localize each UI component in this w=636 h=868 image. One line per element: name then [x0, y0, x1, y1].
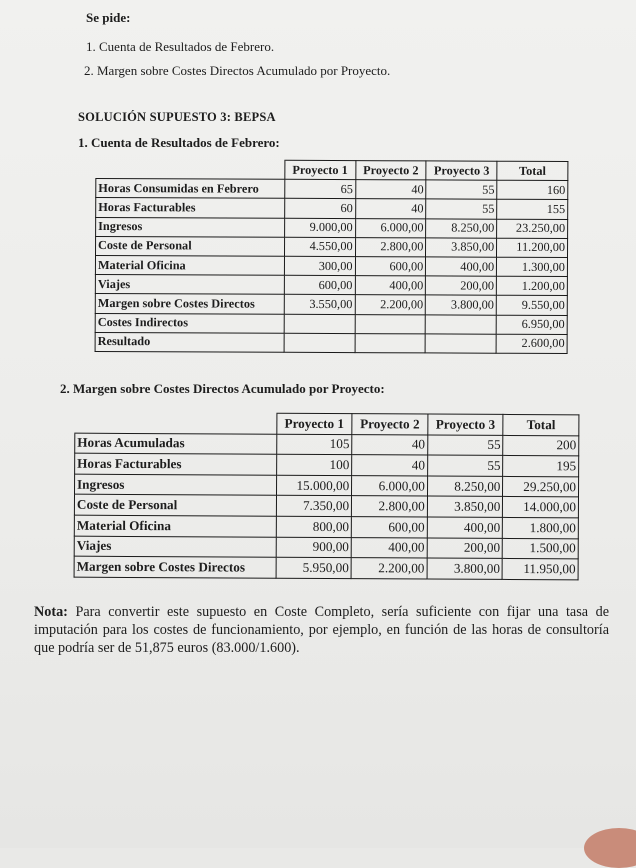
value-cell: 2.800,00: [352, 496, 428, 517]
table-row: [96, 179, 568, 200]
column-header: Proyecto 3: [428, 414, 504, 435]
value-cell: 55: [426, 199, 497, 218]
row-label: Margen sobre Costes Directos: [95, 294, 284, 314]
value-cell: 23.250,00: [497, 219, 568, 238]
cumulative-margin-table: [74, 412, 580, 580]
value-cell: 11.950,00: [502, 559, 578, 580]
value-cell: [355, 333, 426, 352]
value-cell: 3.800,00: [426, 295, 497, 314]
value-cell: 40: [355, 199, 426, 218]
value-cell: 11.200,00: [497, 238, 568, 257]
table-row: [75, 433, 579, 456]
note-paragraph: [34, 603, 609, 657]
column-header: Proyecto 3: [426, 161, 497, 180]
value-cell: 3.850,00: [426, 238, 497, 257]
value-cell: 155: [497, 200, 568, 219]
value-cell: 800,00: [276, 516, 352, 537]
value-cell: 400,00: [427, 517, 503, 538]
column-header: Proyecto 1: [276, 413, 352, 434]
value-cell: 600,00: [351, 517, 427, 538]
value-cell: [425, 334, 496, 353]
table-row: [96, 217, 568, 238]
se-pide-heading: Se pide:: [86, 10, 131, 25]
row-label: Resultado: [95, 332, 284, 352]
table-row: [95, 294, 567, 315]
table-row: [95, 332, 567, 353]
value-cell: 160: [497, 180, 568, 199]
table-row: [74, 556, 578, 579]
row-label: Horas Facturables: [75, 453, 277, 475]
column-header: Proyecto 1: [285, 160, 356, 179]
table-row: [96, 236, 568, 257]
table-row: [96, 198, 568, 219]
note-text: Para convertir este supuesto en Coste Completo, sería suficiente con fijar una tasa de imputación para los costes de funcionamiento, por ejemplo, en función de las horas de consultoría que podría ser de 51,875 euros (83.000/1.600).: [34, 604, 609, 656]
column-header: Total: [497, 161, 568, 180]
value-cell: 3.550,00: [284, 295, 355, 314]
value-cell: 1.200,00: [497, 276, 568, 295]
section1-title: 1. Cuenta de Resultados de Febrero:: [78, 135, 280, 150]
row-label: Ingresos: [96, 217, 285, 237]
row-label: Viajes: [74, 536, 276, 558]
value-cell: 600,00: [284, 275, 355, 294]
value-cell: 9.550,00: [496, 296, 567, 315]
row-label: Coste de Personal: [96, 236, 285, 256]
value-cell: 6.000,00: [355, 218, 426, 237]
value-cell: 2.200,00: [355, 295, 426, 314]
value-cell: 4.550,00: [284, 237, 355, 256]
value-cell: 3.850,00: [427, 496, 503, 517]
table-row: [95, 313, 567, 334]
column-header: Total: [503, 414, 579, 435]
value-cell: 1.800,00: [503, 517, 579, 538]
row-label: Margen sobre Costes Directos: [74, 556, 276, 578]
value-cell: 55: [427, 455, 503, 476]
table-row: [75, 474, 579, 497]
header-corner-cell: [75, 412, 277, 434]
value-cell: 200,00: [426, 276, 497, 295]
value-cell: 600,00: [355, 257, 426, 276]
value-cell: 900,00: [276, 537, 352, 558]
row-label: Coste de Personal: [74, 495, 276, 517]
value-cell: 2.800,00: [355, 237, 426, 256]
value-cell: 195: [503, 456, 579, 477]
value-cell: 400,00: [355, 276, 426, 295]
row-label: Viajes: [95, 275, 284, 295]
value-cell: 200: [503, 435, 579, 456]
table-header-row: [75, 412, 579, 435]
value-cell: 100: [276, 454, 352, 475]
value-cell: 6.950,00: [496, 315, 567, 334]
value-cell: [426, 314, 497, 333]
row-label: Ingresos: [75, 474, 277, 496]
value-cell: [284, 333, 355, 352]
table-row: [95, 275, 567, 296]
value-cell: 400,00: [426, 257, 497, 276]
income-statement-table: [95, 159, 569, 354]
column-header: Proyecto 2: [355, 161, 426, 180]
value-cell: 60: [284, 199, 355, 218]
row-label: Material Oficina: [74, 515, 276, 537]
value-cell: 55: [426, 180, 497, 199]
value-cell: 29.250,00: [503, 476, 579, 497]
request-item-2: 2. Margen sobre Costes Directos Acumulado por Proyecto.: [84, 63, 391, 78]
value-cell: [355, 314, 426, 333]
row-label: Costes Indirectos: [95, 313, 284, 333]
value-cell: 5.950,00: [276, 557, 352, 578]
value-cell: 8.250,00: [427, 476, 503, 497]
value-cell: 400,00: [351, 537, 427, 558]
note-label: Nota:: [34, 604, 68, 620]
table-row: [74, 495, 578, 518]
row-label: Horas Acumuladas: [75, 433, 277, 455]
request-item-1: 1. Cuenta de Resultados de Febrero.: [86, 39, 275, 54]
value-cell: 15.000,00: [276, 475, 352, 496]
table-row: [74, 536, 578, 559]
table-row: [74, 515, 578, 538]
value-cell: 14.000,00: [503, 497, 579, 518]
header-corner-cell: [96, 159, 285, 179]
value-cell: 2.200,00: [351, 558, 427, 579]
value-cell: 6.000,00: [352, 475, 428, 496]
table-row: [95, 255, 567, 276]
section2-title: 2. Margen sobre Costes Directos Acumulado por Proyecto:: [60, 381, 385, 396]
solution-title: SOLUCIÓN SUPUESTO 3: BEPSA: [78, 110, 276, 124]
value-cell: 40: [352, 455, 428, 476]
value-cell: 1.500,00: [503, 538, 579, 559]
value-cell: 300,00: [284, 256, 355, 275]
row-label: Material Oficina: [95, 255, 284, 275]
column-header: Proyecto 2: [352, 414, 428, 435]
value-cell: 2.600,00: [496, 334, 567, 353]
table-header-row: [96, 159, 568, 180]
value-cell: 200,00: [427, 538, 503, 559]
finger-edge: [584, 828, 636, 868]
value-cell: 55: [427, 435, 503, 456]
value-cell: 7.350,00: [276, 496, 352, 517]
value-cell: [284, 314, 355, 333]
row-label: Horas Facturables: [96, 198, 285, 218]
value-cell: 8.250,00: [426, 218, 497, 237]
value-cell: 1.300,00: [497, 257, 568, 276]
row-label: Horas Consumidas en Febrero: [96, 179, 285, 199]
value-cell: 3.800,00: [427, 558, 503, 579]
value-cell: 105: [276, 434, 352, 455]
value-cell: 65: [285, 179, 356, 198]
value-cell: 40: [355, 180, 426, 199]
table-row: [75, 453, 579, 476]
value-cell: 9.000,00: [284, 218, 355, 237]
value-cell: 40: [352, 434, 428, 455]
